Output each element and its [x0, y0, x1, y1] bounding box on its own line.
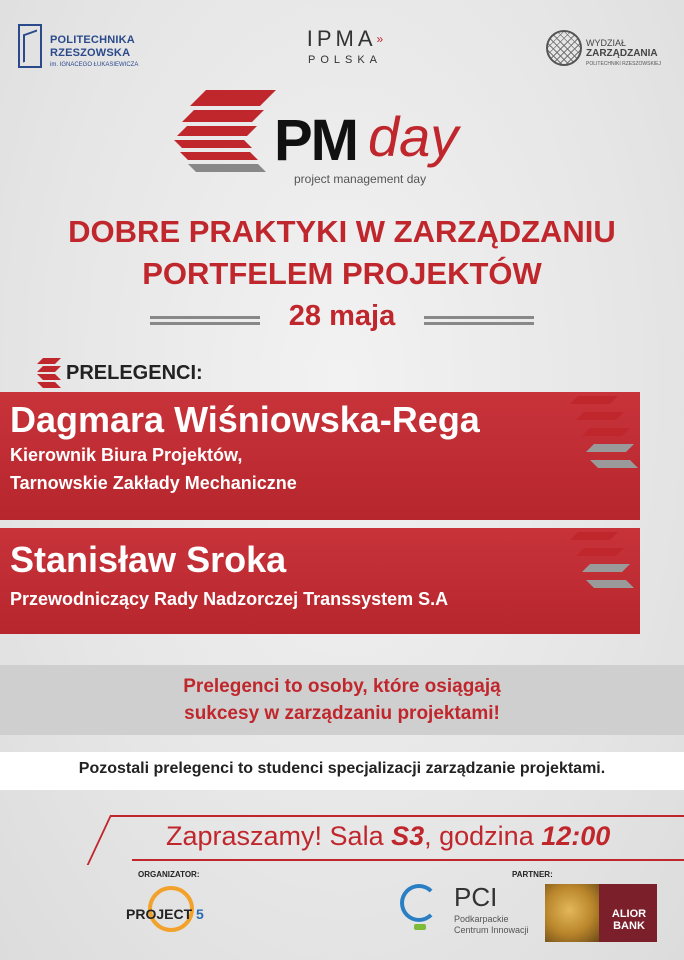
band-notch-icon [570, 532, 618, 540]
invite-text: Zapraszamy! Sala S3, godzina 12:00 [166, 821, 611, 851]
date-row [0, 300, 684, 340]
highlight-note [0, 665, 684, 735]
invite-border-top [110, 815, 684, 817]
pci-bulb-icon [400, 884, 438, 922]
headline-line1: DOBRE PRAKTYKI W ZARZĄDZANIU [68, 214, 616, 249]
logo-stripe-icon [174, 140, 252, 148]
project5-logo: PROJECT 5 [126, 886, 246, 942]
band-notch-icon [582, 564, 630, 572]
politechnika-logo [18, 20, 158, 72]
politechnika-emblem-icon [18, 24, 42, 68]
ipma-logo [280, 28, 410, 66]
event-date: 28 maja [288, 300, 396, 332]
wydzial-name: WYDZIAŁ ZARZĄDZANIA POLITECHNIKI RZESZOWSKIEJ [586, 38, 662, 67]
alior-bank-logo: ALIOR BANK [545, 884, 657, 942]
speaker-role: Kierownik Biura Projektów, [10, 445, 243, 465]
invite-border-slant [87, 815, 112, 865]
speaker-name: Dagmara Wiśniowska-Rega [10, 399, 480, 440]
band-notch-icon [576, 548, 624, 556]
partner-label: PARTNER: [512, 870, 553, 879]
ipma-title: IPMA [306, 26, 377, 51]
organizer-label: ORGANIZATOR: [138, 870, 200, 879]
invite-room: S3 [391, 821, 425, 851]
other-speakers-band [0, 752, 684, 790]
speakers-chevron-icon [37, 374, 61, 380]
logo-subtitle: project management day [294, 172, 427, 186]
politechnika-sub: im. IGNACEGO ŁUKASIEWICZA [50, 62, 139, 68]
speaker-card [0, 528, 640, 634]
speakers-chevron-icon [37, 382, 61, 388]
politechnika-name: POLITECHNIKA RZESZOWSKA [50, 34, 135, 59]
invite-border-bottom [132, 859, 684, 861]
speaker-card [0, 392, 640, 520]
highlight-note-line2: sukcesy w zarządzaniu projektami! [184, 703, 500, 724]
band-notch-icon [570, 396, 618, 404]
ipma-chevron-icon: » [376, 32, 384, 46]
speakers-chevron-icon [37, 366, 61, 372]
speaker-name: Stanisław Sroka [10, 539, 287, 580]
highlight-note-line1: Prelegenci to osoby, które osiągają [183, 676, 501, 697]
logo-stripe-icon [188, 164, 266, 172]
band-notch-icon [590, 460, 638, 468]
speaker-company: Tarnowskie Zakłady Mechaniczne [10, 473, 297, 493]
logo-stripe-icon [180, 152, 258, 160]
headline-line2: PORTFELEM PROJEKTÓW [142, 256, 542, 291]
invite-time: 12:00 [541, 821, 611, 851]
speaker-role: Przewodniczący Rady Nadzorczej Transsystem S.A [10, 589, 449, 609]
wydzial-logo [546, 30, 676, 76]
speakers-chevron-icon [37, 358, 61, 364]
logo-stripe-icon [177, 126, 257, 136]
alior-lion-icon [545, 884, 599, 942]
band-notch-icon [576, 412, 624, 420]
logo-stripe-icon [182, 110, 264, 122]
speakers-label: PRELEGENCI: [66, 362, 203, 384]
ipma-sub: POLSKA [307, 54, 383, 66]
band-notch-icon [586, 580, 634, 588]
logo-stripe-icon [190, 90, 276, 106]
other-speakers-text: Pozostali prelegenci to studenci specjalizacji zarządzanie projektami. [78, 760, 606, 777]
pmday-logo [178, 86, 508, 196]
wydzial-emblem-icon [546, 30, 582, 66]
band-notch-icon [582, 428, 630, 436]
band-notch-icon [586, 444, 634, 452]
pci-logo: PCI Podkarpackie Centrum Innowacji [400, 880, 550, 942]
invite-box [110, 815, 684, 861]
logo-day: day [368, 105, 459, 168]
logo-pm: PM [274, 108, 357, 173]
